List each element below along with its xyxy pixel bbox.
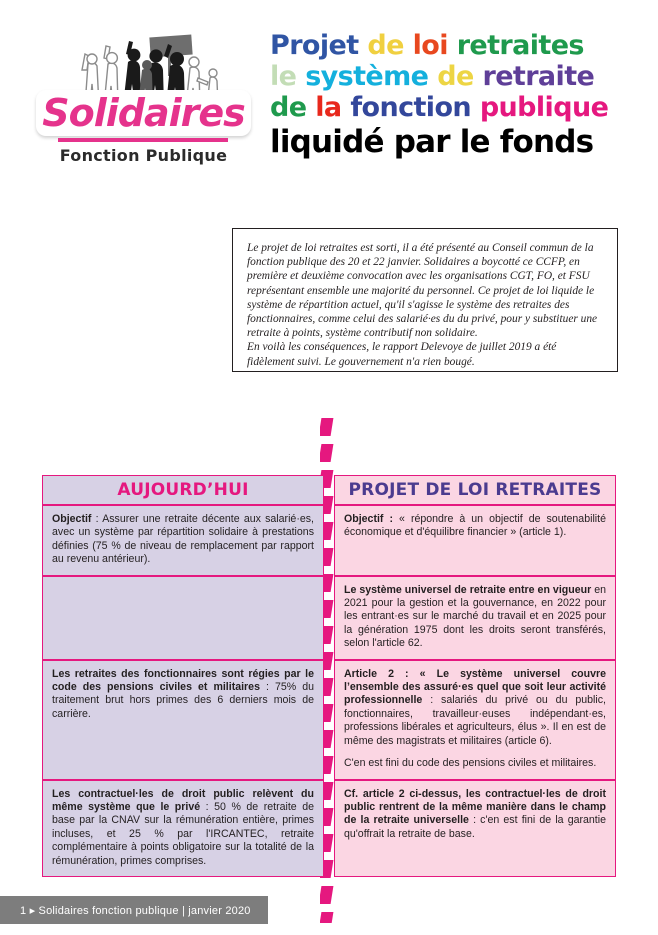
cell-paragraph: Les contractuel·les de droit public relèvent du même système que le privé : 50 % de retraite de base par la CNAV sur la rémunération entière, primes incluses, et 25 % par l'IRCANTEC, retraite complémentaire à points obligatoire sur la totalité de la rémunération, primes comprises.: [52, 787, 314, 867]
logo-name-text: Solidaires: [42, 91, 245, 135]
table-header-today-label: AUJOURD’HUI: [117, 480, 249, 500]
comparison-table: [42, 475, 616, 877]
table-cell-left: [42, 660, 324, 780]
cell-paragraph: Article 2 : « Le système universel couvre l’ensemble des assuré·es quel que soit leur activité professionnelle : salariés du privé ou du public, fonctionnaires, travailleur·euses indépendant·es, professions libérales et agriculteurs, élus ». Il en est de même des magistrats et militaires (article 6).: [344, 667, 606, 747]
cell-lead-bold: Les retraites des fonctionnaires sont régies par le code des pensions civiles et militaires: [52, 667, 314, 694]
solidaires-logo: [36, 34, 251, 179]
cell-lead-bold: Cf. article 2 ci-dessus, les contractuel·les de droit public rentrent de la même manière dans le champ de la retraite universelle: [344, 787, 606, 827]
page-title: [270, 30, 630, 161]
title-word: retraite: [482, 61, 595, 92]
table-cell-right: [334, 660, 616, 780]
table-header-bill-label: PROJET DE LOI RETRAITES: [348, 480, 602, 500]
cell-lead-bold: Les contractuel·les de droit public relèvent du même système que le privé: [52, 787, 314, 813]
cell-lead-bold: Objectif: [52, 513, 92, 525]
table-header-today: [42, 475, 324, 505]
cell-lead-bold: Le système universel de retraite entre en vigueur: [344, 583, 592, 596]
intro-paragraph-2: En voilà les conséquences, le rapport Delevoye de juillet 2019 a été fidèlement suivi. Le gouvernement n'a rien bougé.: [247, 341, 557, 368]
title-line-1: [270, 30, 630, 61]
table-row: [42, 505, 616, 576]
cell-lead-bold: Article 2 : « Le système universel couvre l’ensemble des assuré·es quel que soit leur activité professionnelle: [344, 667, 606, 707]
table-row: [42, 576, 616, 660]
cell-paragraph: C'en est fini du code des pensions civiles et militaires.: [344, 757, 597, 770]
table-cell-left: [42, 576, 324, 660]
title-word: de: [437, 61, 474, 92]
logo-underline: [58, 138, 228, 142]
footer-text: 1 ▸ Solidaires fonction publique | janvier 2020: [20, 904, 251, 917]
title-word: de: [270, 92, 307, 123]
table-cell-right: [334, 505, 616, 576]
title-word: liquidé par le fonds: [270, 124, 594, 160]
title-line-3: [270, 92, 630, 123]
cell-paragraph: Objectif : « répondre à un objectif de soutenabilité économique et d'équilibre financier » (article 1).: [344, 513, 606, 539]
intro-paragraph-1: Le projet de loi retraites est sorti, il a été présenté au Conseil commun de la fonction publique des 20 et 22 janvier. Solidaires a boycotté ce CCFP, en première et deuxième convocation avec les organisations CGT, FO, et FSU représentant ensemble une majorité du personnel. Ce projet de loi liquide le système de répartition actuel, qu'il s'agisse le système des retraites des fonctionnaires, comme celui des salarié·es du du privé, pour y substituer une retraite à points, système contributif non solidaire.: [247, 242, 598, 340]
title-word: le: [270, 61, 297, 92]
title-line-4: [270, 123, 630, 161]
cell-paragraph: Objectif : Assurer une retraite décente aux salarié·es, avec un système par répartition solidaire à prestations définies (75 % de niveau de remplacement par rapport au revenu antérieur).: [52, 513, 314, 566]
divider-dash: [320, 444, 333, 462]
cell-lead-bold: Objectif :: [344, 513, 393, 525]
table-cell-left: [42, 505, 324, 576]
title-line-2: [270, 61, 630, 92]
title-word: loi: [412, 30, 448, 61]
logo-wordmark: [36, 90, 251, 142]
divider-dash: [320, 418, 333, 436]
logo-subtitle: Fonction Publique: [59, 146, 228, 165]
title-word: de: [367, 30, 404, 61]
title-word: retraites: [456, 30, 584, 61]
table-cell-left: [42, 780, 324, 877]
table-cell-right: [334, 780, 616, 877]
page-footer: [0, 896, 268, 924]
cell-paragraph: Cf. article 2 ci-dessus, les contractuel·les de droit public rentrent de la même manière dans le champ de la retraite universelle : c'en est fini de la garantie qu'offrait la retraite de base.: [344, 787, 606, 840]
table-body: [42, 505, 616, 877]
title-word: système: [305, 61, 429, 92]
page-header: [0, 0, 658, 200]
table-header-row: [42, 475, 616, 505]
divider-dash: [320, 912, 333, 923]
title-word: la: [315, 92, 342, 123]
table-cell-right: [334, 576, 616, 660]
cell-paragraph: Le système universel de retraite entre en vigueur en 2021 pour la gestion et la gouvernance, en 2022 pour les entrant·es sur le marché du travail et en 2025 pour la génération 1975 dont les droits seront transférés, selon l'article 62.: [344, 583, 607, 650]
table-row: [42, 660, 616, 780]
table-header-bill: [334, 475, 616, 505]
cell-paragraph: Les retraites des fonctionnaires sont régies par le code des pensions civiles et militaires : 75% du traitement brut hors primes des 6 derniers mois de carrière.: [52, 667, 314, 720]
title-word: fonction: [350, 92, 472, 123]
table-row: [42, 780, 616, 877]
intro-box: [232, 228, 618, 372]
title-word: Projet: [270, 30, 359, 61]
divider-dash: [320, 886, 333, 904]
title-word: publique: [479, 92, 609, 123]
